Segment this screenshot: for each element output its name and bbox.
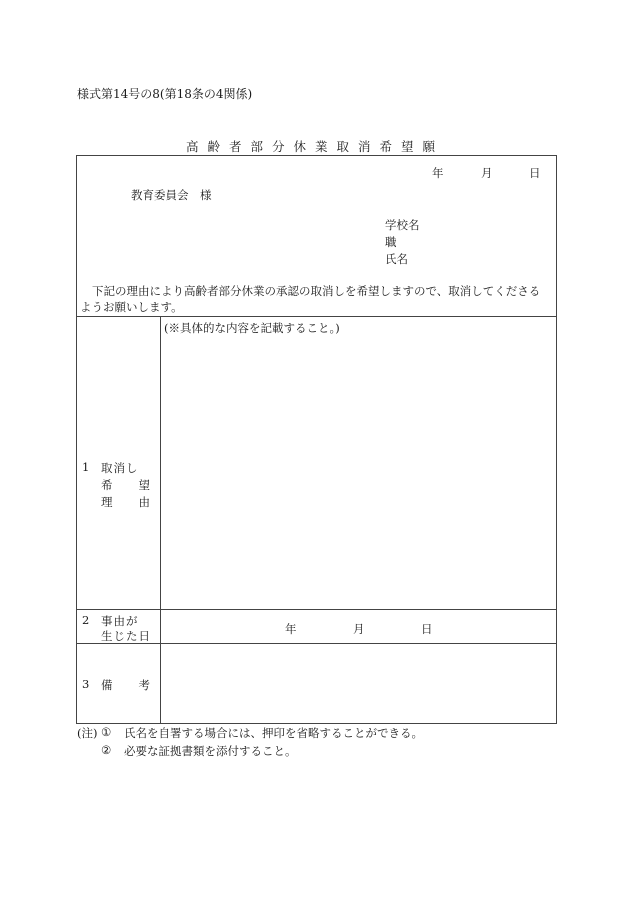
label-column-divider bbox=[160, 316, 161, 723]
row1-label-line2: 希 望 bbox=[101, 478, 151, 492]
divider-header bbox=[76, 316, 557, 317]
row2-number: 2 bbox=[82, 613, 90, 627]
note1-mark: ① bbox=[101, 725, 112, 739]
date-month-label: 月 bbox=[481, 166, 493, 180]
note1-text: 氏名を自署する場合には、押印を省略することができる。 bbox=[124, 726, 423, 740]
request-text-line1: 下記の理由により高齢者部分休業の承認の取消しを希望しますので、取消してくださる bbox=[92, 284, 541, 298]
row2-date-year: 年 bbox=[285, 622, 297, 636]
notes-prefix: (注) bbox=[77, 726, 98, 740]
row2-date-month: 月 bbox=[353, 622, 365, 636]
addressee: 教育委員会 様 bbox=[131, 188, 212, 202]
note2-mark: ② bbox=[101, 743, 112, 757]
row3-number: 3 bbox=[82, 677, 90, 691]
position-label: 職 bbox=[385, 235, 397, 249]
row2-label-line1: 事由が bbox=[101, 614, 139, 628]
row2-date-day: 日 bbox=[421, 622, 433, 636]
row1-label-line1: 取消し bbox=[101, 461, 139, 475]
school-name-label: 学校名 bbox=[385, 218, 420, 232]
row1-number: 1 bbox=[82, 460, 90, 474]
date-year-label: 年 bbox=[432, 166, 444, 180]
document-title: 高齢者部分休業取消希望願 bbox=[185, 139, 444, 154]
row2-label-line2: 生じた日 bbox=[101, 629, 151, 643]
row1-instruction: (※具体的な内容を記載すること。) bbox=[164, 321, 340, 335]
note2-text: 必要な証拠書類を添付すること。 bbox=[124, 744, 297, 758]
request-text-line2: ようお願いします。 bbox=[80, 300, 183, 314]
date-day-label: 日 bbox=[529, 166, 541, 180]
row3-label: 備 考 bbox=[101, 678, 151, 692]
form-number: 様式第14号の8(第18条の4関係) bbox=[77, 87, 253, 101]
divider-row1 bbox=[76, 609, 557, 610]
row1-label-line3: 理 由 bbox=[101, 495, 151, 509]
applicant-name-label: 氏名 bbox=[385, 252, 408, 266]
